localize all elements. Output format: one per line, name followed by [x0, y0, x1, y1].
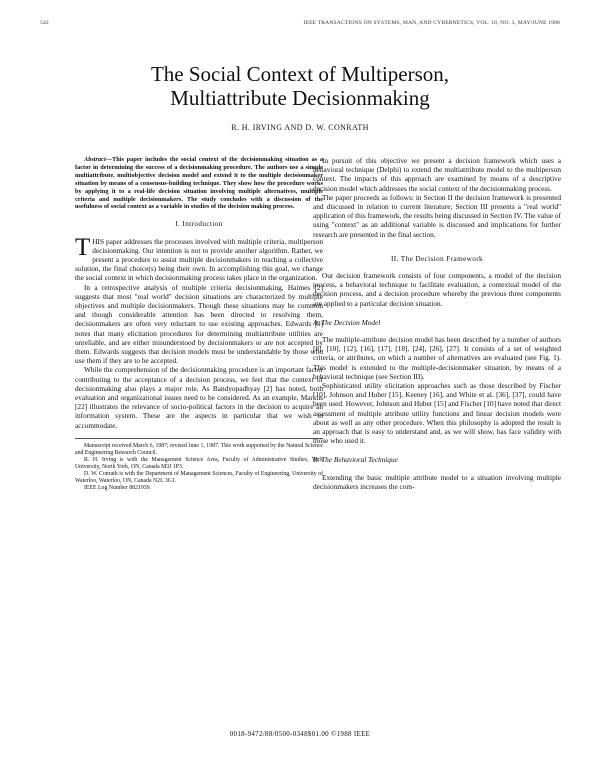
left-column: [75, 156, 323, 492]
drop-cap: T: [75, 233, 91, 261]
abstract-label: Abstract: [84, 156, 106, 163]
footnotes: [75, 438, 323, 493]
intro-paragraph-1: [75, 233, 323, 283]
copyright-footer: 0018-9472/88/0500-0348$01.00 ©1988 IEEE: [229, 730, 371, 738]
journal-name: IEEE TRANSACTIONS ON SYSTEMS, MAN, AND CYBERNETICS, VOL. 18, NO. 3, MAY/JUNE 1988: [303, 20, 560, 26]
intro-paragraph-2: In a retrospective analysis of multiple criteria decisionmaking, Haimes [2] suggests that most "real world" decision situations are characterized by multiple objectives and multiple decisionmakers. Though these situations may be common and though considerable attention has been directed to resolving them, decisionmakers are often very reluctant to use existing approaches. Edwards [9] notes that many elicitation procedures for determining multiattribute utilities are unreliable, and are either misunderstood by decisionmakers or are not accepted by them. Edwards suggests that decision models must be understandable by those who use them if they are to be accepted.: [75, 282, 323, 366]
subsection-b-heading: B. The Behavioral Technique: [313, 455, 398, 465]
framework-paragraph: Our decision framework consists of four components, a model of the decision process, a behavioral technique to facilitate evaluation, a contextual model of the decision process, and a decision procedure whereby the previous three components are applied to a particular decision situation.: [313, 271, 561, 308]
subsection-a-heading: A. The Decision Model: [313, 317, 381, 327]
section-2-heading: II. The Decision Framework: [390, 254, 484, 263]
title-line-2: Multiattribute Decisionmaking: [170, 86, 430, 110]
decision-model-paragraph-1: The multiple-attribute decision model has been described by a number of authors [8], [10], [12], [16], [17], [18], [24], [26], [27]. It consists of a set of weighted criteria, or attributes, on which a number of alternatives are evaluated (see Fig. 1). This model is extended to the multiple-decisionmaker situation, by means of a behavioral technique (see Section III).: [313, 335, 561, 381]
footnote-received: Manuscript received March 6, 1987; revised June 1, 1987. This work supported by the Natural Science and Engineering Research Council.: [75, 442, 323, 456]
decision-model-paragraph-2: Sophisticated utility elicitation approaches such as those described by Fischer [10], Johnson and Huber [15], Keeney [16], and White et al. [36], [37], could have been used. However, Johnson and Huber [15] and Fischer [10] have noted that direct assessment of multiple attribute utility functions and linear decision models were about as well as any other procedure. When this philosophy is adopted the result is an approach that is easy to understand and, as we will show, has face validity with those who used it.: [313, 381, 561, 446]
footnote-author-2: D. W. Conrath is with the Department of Management Sciences, Faculty of Engineering, University of Waterloo, Waterloo, ON, Canada N2L 3G1.: [75, 471, 323, 485]
authors: R. H. IRVING AND D. W. CONRATH: [231, 123, 369, 132]
right-paragraph-1: In pursuit of this objective we present a decision framework which uses a behavioral technique (Delphi) to extend the multiattribute model to the multiperson context. The impacts of this approach are examined by means of a descriptive decision model which addresses the social context of the decisionmaking process.: [313, 156, 561, 193]
title-line-1: The Social Context of Multiperson,: [150, 62, 450, 86]
intro-paragraph-3: While the comprehension of the decisionmaking procedure is an important factor contributing to the acceptance of a decision process, we feel that the context of decisionmaking also plays a major role. As Bandyopadhyay [2] has noted, both evaluation and organizational issues need to be considered. As an example, Markus [22] illustrates the relevance of socio-political factors in the decision to acquire an information system. These are the aspects in particular that we wish to accommodate.: [75, 365, 323, 430]
intro-paragraph-1-text: HIS paper addresses the processes involved with multiple criteria, multiperson decisionmaking. Our intention is not to provide another algorithm. Rather, we present a procedure to assist multiple decisionmakers in reaching a collective solution, the final choice(s) being their own. In accomplishing this goal, we change the social context in which decisionmaking process takes place in the organization.: [75, 236, 323, 283]
right-paragraph-2: The paper proceeds as follows: in Section II the decision framework is presented and discussed in relation to current literature; Section III presents a "real world" application of this framework, the results being discussed in Section IV. The value of using "context" as an additional variable is discussed and implications for further research are presented in the final section.: [313, 192, 561, 239]
abstract-text: —This paper includes the social context of the decisionmaking situation as a factor in determining the success of a decisionmaking procedure. The authors use a simple multiattribute, multiobjective decision model and extend it to the multiple decisionmaker situation by means of a consensus-building technique. They show how the procedure works by applying it to a real-life decision situation involving multiple alternatives, multiple criteria and multiple decisionmakers. The study concludes with a discussion of the usefulness of social context as a variable in studies of the decision making process.: [75, 156, 323, 211]
abstract: [75, 156, 323, 211]
footnote-log-number: IEEE Log Number 8821939.: [84, 485, 151, 492]
right-column: [313, 156, 561, 491]
footnote-author-1: R. H. Irving is with the Management Science Area, Faculty of Administrative Studies, York University, North York, ON, Canada M3J 1P3.: [75, 457, 323, 471]
paper-title: [0, 62, 600, 110]
behavioral-technique-paragraph: Extending the basic multiple attribute model to a situation involving multiple decisionmakers increases the com-: [313, 472, 561, 491]
section-1-heading: I. Introduction: [175, 220, 223, 229]
page-number: 542: [40, 20, 49, 26]
running-header: [40, 20, 560, 26]
